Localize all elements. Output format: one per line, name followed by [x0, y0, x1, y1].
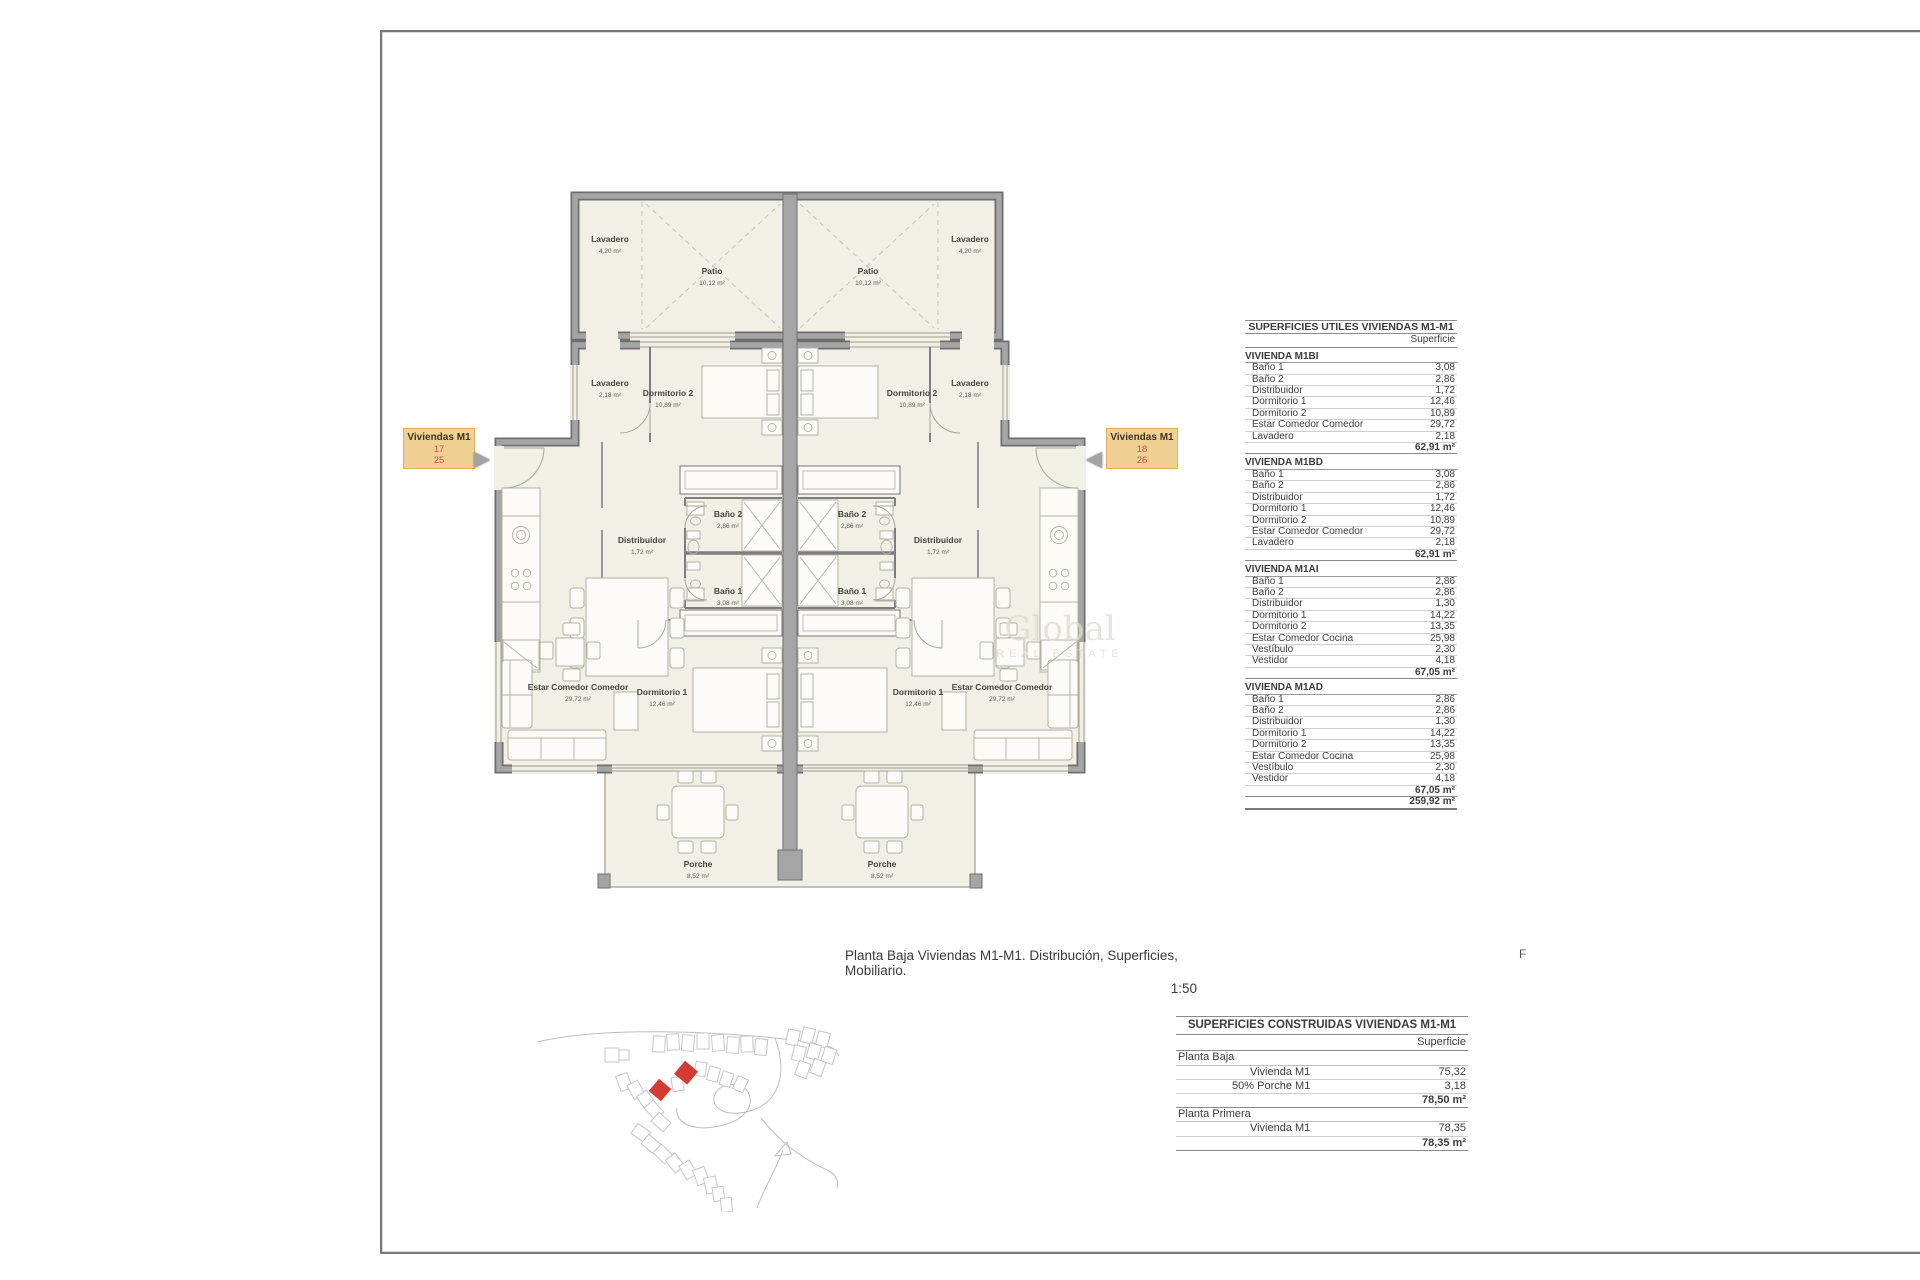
table-row — [1176, 1066, 1468, 1080]
marker-number: 18 — [1136, 444, 1148, 455]
row-label: Vestíbulo — [1252, 643, 1294, 655]
room-area: 3,08 m² — [840, 600, 864, 607]
row-value: 29,72 — [1429, 525, 1455, 537]
room-label: Baño 2 — [713, 509, 743, 519]
row-value: 2,86 — [1435, 693, 1455, 705]
row-label: Baño 2 — [1252, 373, 1284, 385]
row-label: 50% Porche M1 — [1232, 1079, 1311, 1092]
section-total: 62,91 m² — [1414, 442, 1455, 454]
marker-number: 25 — [433, 455, 445, 466]
row-label: Baño 2 — [1252, 586, 1284, 598]
row-value: 10,89 — [1429, 514, 1455, 526]
row-label: Dormitorio 2 — [1252, 514, 1307, 526]
room-label: Baño 1 — [713, 586, 743, 596]
table-row — [1245, 481, 1457, 492]
section-total: 67,05 m² — [1414, 784, 1455, 796]
superficies-utiles-table — [1245, 320, 1457, 810]
room-label: Lavadero — [591, 234, 629, 244]
room-label: Porche — [867, 859, 897, 869]
row-value: 14,22 — [1429, 727, 1455, 739]
table-row — [1245, 504, 1457, 515]
table-row — [1176, 1080, 1468, 1094]
row-label: Vivienda M1 — [1249, 1122, 1311, 1135]
row-label: Estar Comedor Comedor — [1252, 525, 1364, 537]
table-row — [1245, 420, 1457, 431]
table-section-header: VIVIENDA M1BD — [1245, 458, 1457, 469]
row-value: 2,18 — [1435, 430, 1455, 442]
superficies-construidas-table — [1176, 1016, 1468, 1151]
row-label: Baño 1 — [1252, 362, 1284, 374]
unit-marker-right — [1106, 428, 1178, 469]
row-value: 2,86 — [1435, 373, 1455, 385]
row-label: Distribuidor — [1252, 598, 1303, 610]
room-area: 1,72 m² — [630, 549, 654, 556]
marker-arrow-right-pointing — [474, 452, 490, 468]
row-value: 13,35 — [1429, 739, 1455, 751]
row-label: Estar Comedor Comedor — [1252, 419, 1364, 431]
table-section-header: VIVIENDA M1AI — [1245, 565, 1457, 576]
room-area: 4,20 m² — [598, 248, 622, 255]
section-total: 62,91 m² — [1414, 548, 1455, 560]
group-total: 78,50 m² — [1176, 1094, 1468, 1108]
row-value: 4,18 — [1435, 773, 1455, 785]
room-label: Dormitorio 1 — [636, 687, 688, 697]
table-body — [1176, 1051, 1468, 1150]
room-area: 29,72 m² — [989, 696, 1015, 703]
row-value: 25,98 — [1429, 750, 1455, 762]
row-value: 2,86 — [1435, 575, 1455, 587]
row-value: 13,35 — [1429, 621, 1455, 633]
table-row — [1245, 538, 1457, 549]
table-group-header: Planta Baja — [1176, 1051, 1468, 1065]
room-label: Lavadero — [951, 378, 989, 388]
room-area: 10,89 m² — [655, 402, 681, 409]
row-value: 3,08 — [1435, 362, 1455, 374]
room-area: 12,46 m² — [905, 701, 931, 708]
room-label: Lavadero — [591, 378, 629, 388]
room-area: 2,18 m² — [598, 392, 622, 399]
row-label: Dormitorio 2 — [1252, 739, 1307, 751]
row-label: Estar Comedor Cocina — [1252, 632, 1354, 644]
room-area: 10,89 m² — [899, 402, 925, 409]
party-wall — [783, 194, 797, 880]
room-area: 2,18 m² — [958, 392, 982, 399]
row-value: 4,18 — [1435, 655, 1455, 667]
row-label: Vestíbulo — [1252, 762, 1294, 774]
group-total: 78,35 m² — [1176, 1137, 1468, 1151]
edge-letter: F — [1519, 947, 1527, 961]
watermark-word: Global — [1004, 609, 1116, 649]
row-label: Dormitorio 2 — [1252, 407, 1307, 419]
row-label: Baño 1 — [1252, 693, 1284, 705]
table-column-header: Superficie — [1176, 1035, 1468, 1051]
table-group-header: Planta Primera — [1176, 1108, 1468, 1122]
row-label: Baño 2 — [1252, 480, 1284, 492]
room-label: Baño 2 — [837, 509, 867, 519]
room-label: Lavadero — [951, 234, 989, 244]
marker-title: Viviendas M1 — [407, 432, 471, 443]
caption-line: Planta Baja Viviendas M1-M1. Distribución, Superficies, Mobiliario. — [845, 948, 1178, 978]
room-area: 2,86 m² — [716, 523, 740, 530]
row-label: Vestidor — [1252, 773, 1289, 785]
row-label: Baño 1 — [1252, 575, 1284, 587]
row-label: Dormitorio 1 — [1252, 727, 1307, 739]
table-row — [1176, 1122, 1468, 1136]
site-location-map — [535, 1022, 840, 1212]
caption-scale: 1:50 — [1170, 981, 1197, 996]
table-body — [1245, 352, 1457, 797]
unit-marker-left — [403, 428, 475, 469]
map-houses — [605, 1027, 837, 1212]
room-area: 10,12 m² — [855, 280, 881, 287]
table-row — [1245, 363, 1457, 374]
room-area: 10,12 m² — [699, 280, 725, 287]
row-label: Dormitorio 1 — [1252, 503, 1307, 515]
section-total: 67,05 m² — [1414, 666, 1455, 678]
section-total-row — [1245, 550, 1457, 561]
row-value: 10,89 — [1429, 407, 1455, 419]
marker-number: 17 — [433, 444, 445, 455]
marker-arrow-left-pointing — [1086, 452, 1102, 468]
room-label: Distribuidor — [913, 535, 963, 545]
row-value: 78,35 — [1438, 1122, 1466, 1135]
room-label: Dormitorio 2 — [642, 388, 694, 398]
room-area: 2,86 m² — [840, 523, 864, 530]
marker-number: 26 — [1136, 455, 1148, 466]
room-area: 12,46 m² — [649, 701, 675, 708]
room-label: Dormitorio 2 — [886, 388, 938, 398]
row-value: 1,30 — [1435, 716, 1455, 728]
table-title: SUPERFICIES UTILES VIVIENDAS M1-M1 — [1245, 320, 1457, 334]
row-value: 12,46 — [1429, 503, 1455, 515]
room-area: 4,20 m² — [958, 248, 982, 255]
row-label: Lavadero — [1252, 537, 1294, 549]
row-value: 3,18 — [1444, 1079, 1466, 1092]
row-value: 1,72 — [1435, 491, 1455, 503]
row-label: Estar Comedor Cocina — [1252, 750, 1354, 762]
table-column-header: Superficie — [1245, 334, 1457, 347]
row-value: 2,30 — [1435, 762, 1455, 774]
row-label: Dormitorio 2 — [1252, 621, 1307, 633]
row-value: 2,86 — [1435, 480, 1455, 492]
room-label: Distribuidor — [617, 535, 667, 545]
table-section-header: VIVIENDA M1BI — [1245, 352, 1457, 363]
porch-pillar — [778, 850, 802, 880]
row-label: Vestidor — [1252, 655, 1289, 667]
room-area: 3,08 m² — [716, 600, 740, 607]
row-value: 2,18 — [1435, 537, 1455, 549]
row-value: 2,30 — [1435, 643, 1455, 655]
row-label: Dormitorio 1 — [1252, 396, 1307, 408]
table-title: SUPERFICIES CONSTRUIDAS VIVIENDAS M1-M1 — [1176, 1016, 1468, 1035]
row-value: 2,86 — [1435, 586, 1455, 598]
room-label: Patio — [857, 266, 879, 276]
row-label: Dormitorio 1 — [1252, 609, 1307, 621]
row-label: Distribuidor — [1252, 716, 1303, 728]
row-label: Baño 2 — [1252, 705, 1284, 716]
row-value: 75,32 — [1438, 1065, 1466, 1078]
row-value: 1,72 — [1435, 385, 1455, 397]
room-label: Patio — [701, 266, 723, 276]
row-value: 29,72 — [1429, 419, 1455, 431]
row-value: 3,08 — [1435, 468, 1455, 480]
room-area: 29,72 m² — [565, 696, 591, 703]
room-label: Porche — [683, 859, 713, 869]
table-grand-total: 259,92 m² — [1245, 797, 1457, 809]
row-label: Baño 1 — [1252, 468, 1284, 480]
section-total-row — [1245, 443, 1457, 454]
row-label: Distribuidor — [1252, 385, 1303, 397]
unit-left-geometry — [494, 339, 790, 888]
room-label: Baño 1 — [837, 586, 867, 596]
row-label: Distribuidor — [1252, 491, 1303, 503]
table-row — [1245, 622, 1457, 633]
row-label: Vivienda M1 — [1249, 1065, 1311, 1078]
table-section-header: VIVIENDA M1AD — [1245, 683, 1457, 694]
watermark-subtitle: REAL ESTATE — [996, 648, 1124, 660]
section-total-row — [1245, 668, 1457, 679]
row-value: 14,22 — [1429, 609, 1455, 621]
row-value: 12,46 — [1429, 396, 1455, 408]
table-row — [1245, 740, 1457, 751]
room-label: Dormitorio 1 — [892, 687, 944, 697]
room-label: Estar Comedor Comedor — [527, 682, 629, 692]
row-value: 25,98 — [1429, 632, 1455, 644]
room-area: 1,72 m² — [926, 549, 950, 556]
row-value: 1,30 — [1435, 598, 1455, 610]
floor-plan — [490, 190, 1090, 905]
drawing-caption — [845, 948, 1197, 996]
room-area: 8,52 m² — [870, 873, 894, 880]
marker-title: Viviendas M1 — [1110, 432, 1174, 443]
row-value: 2,86 — [1435, 705, 1455, 716]
room-label: Estar Comedor Comedor — [951, 682, 1053, 692]
room-area: 8,52 m² — [686, 873, 710, 880]
row-label: Lavadero — [1252, 430, 1294, 442]
